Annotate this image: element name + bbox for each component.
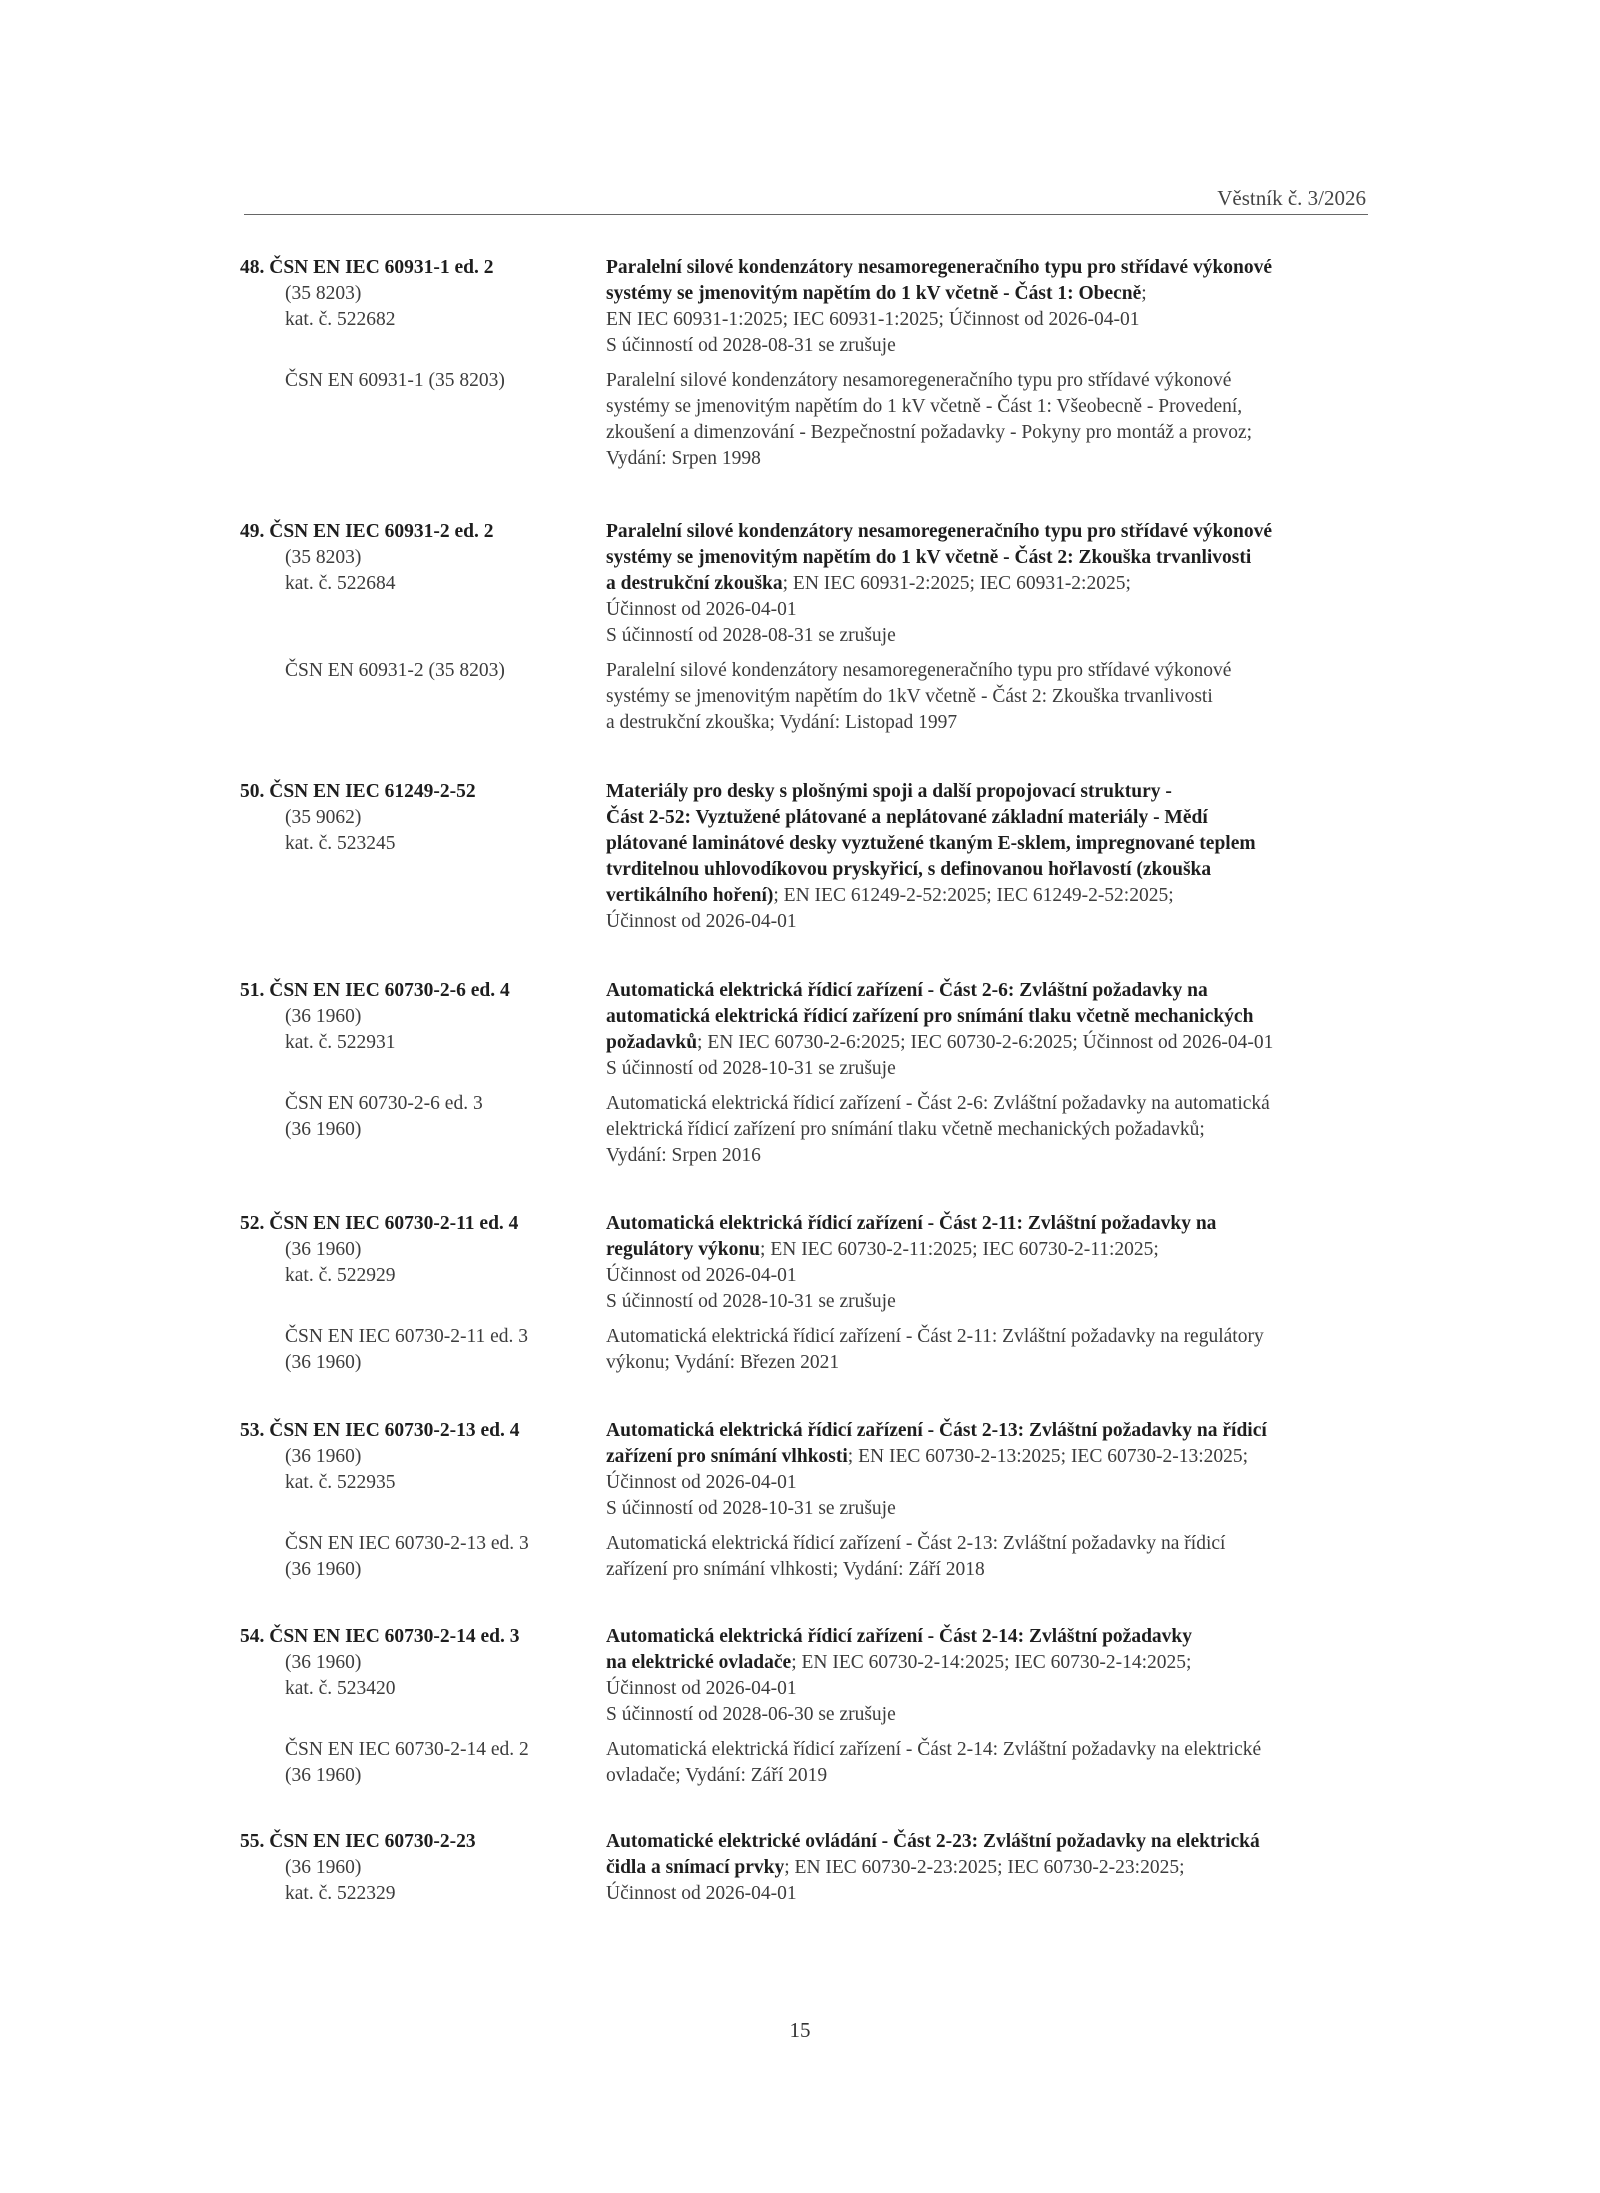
- description-line: [606, 1418, 1370, 1444]
- description-line: [606, 623, 1370, 649]
- description-line: [606, 1624, 1370, 1650]
- replaced-standard-code: (36 1960): [285, 1119, 362, 1140]
- standard-identifier: (35 9062): [285, 807, 362, 828]
- description-text-part: Účinnost od 2026-04-01: [606, 1472, 797, 1493]
- standard-identifier: kat. č. 522329: [285, 1883, 396, 1904]
- description-line: [606, 857, 1370, 883]
- replaced-standard-code: (36 1960): [285, 1765, 362, 1786]
- description-line: [606, 779, 1370, 805]
- description-title-part: Automatická elektrická řídicí zařízení - Část 2-11: Zvláštní požadavky na: [606, 1213, 1217, 1234]
- standard-identifier: kat. č. 522684: [285, 573, 396, 594]
- description-text-part: ; EN IEC 60730-2-6:2025; IEC 60730-2-6:2025; Účinnost od 2026-04-01: [697, 1032, 1274, 1053]
- replaced-standard-row: [240, 1091, 1370, 1169]
- replaced-standard-code: ČSN EN IEC 60730-2-14 ed. 2: [285, 1739, 529, 1760]
- standard-identifier: (36 1960): [285, 1857, 362, 1878]
- description-line: [606, 545, 1370, 571]
- standard-identifiers: [240, 1829, 606, 1907]
- standard-code: ČSN EN IEC 60730-2-23: [269, 1831, 476, 1852]
- description-title-part: systémy se jmenovitým napětím do 1 kV včetně - Část 2: Zkouška trvanlivosti: [606, 547, 1252, 568]
- replaced-standard-row: [240, 658, 1370, 736]
- standard-heading: [240, 1418, 606, 1444]
- standard-entry: [240, 1418, 1370, 1583]
- standard-identifier: kat. č. 522682: [285, 309, 396, 330]
- description-title-part: plátované laminátové desky vyztužené tkaným E-sklem, impregnované teplem: [606, 833, 1256, 854]
- standard-description: [606, 978, 1370, 1082]
- description-text-part: S účinností od 2028-10-31 se zrušuje: [606, 1058, 896, 1079]
- standard-code: ČSN EN IEC 60730-2-14 ed. 3: [269, 1626, 520, 1647]
- standard-description: [606, 1829, 1370, 1907]
- replaced-standard-code: ČSN EN IEC 60730-2-13 ed. 3: [285, 1533, 529, 1554]
- replaced-standard-row: [240, 1531, 1370, 1583]
- standard-identifiers: [240, 978, 606, 1082]
- description-text-part: ; EN IEC 60730-2-23:2025; IEC 60730-2-23:2025;: [784, 1857, 1185, 1878]
- description-line: [606, 805, 1370, 831]
- replaced-standard-identifiers: [240, 658, 606, 736]
- standard-identifier: kat. č. 522929: [285, 1265, 396, 1286]
- standard-heading: [240, 519, 606, 545]
- standard-identifier: kat. č. 523420: [285, 1678, 396, 1699]
- description-title-part: Část 2-52: Vyztužené plátované a neplátované základní materiály - Mědí: [606, 807, 1208, 828]
- replaced-standard-description: [606, 368, 1370, 472]
- description-line: [606, 1004, 1370, 1030]
- standard-description: [606, 1211, 1370, 1315]
- description-line: [606, 1496, 1370, 1522]
- replaced-standard-identifiers: [240, 1737, 606, 1789]
- description-line: [606, 1289, 1370, 1315]
- standard-description: [606, 1624, 1370, 1728]
- replaced-standard-row: [240, 368, 1370, 472]
- description-line: [606, 883, 1370, 909]
- description-title-part: vertikálního hoření): [606, 885, 774, 906]
- description-line: [606, 1829, 1370, 1855]
- description-text-part: Účinnost od 2026-04-01: [606, 599, 797, 620]
- replaced-standard-code: ČSN EN 60931-2 (35 8203): [285, 660, 505, 681]
- replaced-standard-description: [606, 658, 1370, 736]
- standard-heading: [240, 978, 606, 1004]
- replaced-description-line: Paralelní silové kondenzátory nesamoregeneračního typu pro střídavé výkonové: [606, 660, 1232, 681]
- replaced-standard-code: ČSN EN 60730-2-6 ed. 3: [285, 1093, 483, 1114]
- entry-number: 53.: [240, 1420, 265, 1441]
- description-title-part: zařízení pro snímání vlhkosti: [606, 1446, 848, 1467]
- description-title-part: systémy se jmenovitým napětím do 1 kV včetně - Část 1: Obecně: [606, 283, 1142, 304]
- replaced-description-line: zařízení pro snímání vlhkosti; Vydání: Září 2018: [606, 1559, 985, 1580]
- description-title-part: Automatická elektrická řídicí zařízení - Část 2-14: Zvláštní požadavky: [606, 1626, 1193, 1647]
- entry-number: 52.: [240, 1213, 265, 1234]
- description-line: [606, 1470, 1370, 1496]
- replaced-standard-code: (36 1960): [285, 1352, 362, 1373]
- header-title: Věstník č. 3/2026: [1217, 186, 1366, 210]
- standard-code: ČSN EN IEC 60931-1 ed. 2: [269, 257, 494, 278]
- entry-number: 49.: [240, 521, 265, 542]
- description-title-part: Automatická elektrická řídicí zařízení - Část 2-6: Zvláštní požadavky na: [606, 980, 1208, 1001]
- new-standard-row: [240, 1418, 1370, 1522]
- description-line: [606, 281, 1370, 307]
- standard-heading: [240, 1829, 606, 1855]
- standard-identifier: (36 1960): [285, 1006, 362, 1027]
- replaced-standard-identifiers: [240, 1091, 606, 1169]
- description-line: [606, 1444, 1370, 1470]
- standard-entry: [240, 1211, 1370, 1376]
- description-text-part: S účinností od 2028-10-31 se zrušuje: [606, 1498, 896, 1519]
- replaced-description-line: zkoušení a dimenzování - Bezpečnostní požadavky - Pokyny pro montáž a provoz;: [606, 422, 1253, 443]
- description-line: [606, 831, 1370, 857]
- entry-number: 54.: [240, 1626, 265, 1647]
- description-title-part: Automatická elektrická řídicí zařízení - Část 2-13: Zvláštní požadavky na řídicí: [606, 1420, 1267, 1441]
- standard-identifiers: [240, 779, 606, 935]
- standard-code: ČSN EN IEC 60730-2-6 ed. 4: [269, 980, 510, 1001]
- description-line: [606, 1650, 1370, 1676]
- description-line: [606, 1211, 1370, 1237]
- description-line: [606, 1030, 1370, 1056]
- replaced-description-line: Automatická elektrická řídicí zařízení - Část 2-11: Zvláštní požadavky na regulátory: [606, 1326, 1264, 1347]
- replaced-description-line: systémy se jmenovitým napětím do 1 kV včetně - Část 1: Všeobecně - Provedení,: [606, 396, 1243, 417]
- standard-heading: [240, 779, 606, 805]
- replaced-description-line: Automatická elektrická řídicí zařízení - Část 2-6: Zvláštní požadavky na automatická: [606, 1093, 1270, 1114]
- description-line: [606, 1237, 1370, 1263]
- description-title-part: čidla a snímací prvky: [606, 1857, 785, 1878]
- standard-entry: [240, 779, 1370, 935]
- replaced-standard-identifiers: [240, 368, 606, 472]
- header-rule: [244, 214, 1368, 215]
- replaced-description-line: elektrická řídicí zařízení pro snímání tlaku včetně mechanických požadavků;: [606, 1119, 1205, 1140]
- standard-identifiers: [240, 1211, 606, 1315]
- description-title-part: požadavků: [606, 1032, 698, 1053]
- description-line: [606, 255, 1370, 281]
- description-title-part: tvrditelnou uhlovodíkovou pryskyřicí, s definovanou hořlavostí (zkouška: [606, 859, 1212, 880]
- replaced-standard-row: [240, 1324, 1370, 1376]
- standard-entry: [240, 1829, 1370, 1907]
- description-text-part: ; EN IEC 60730-2-13:2025; IEC 60730-2-13:2025;: [847, 1446, 1249, 1467]
- description-text-part: ; EN IEC 60730-2-11:2025; IEC 60730-2-11:2025;: [760, 1239, 1159, 1260]
- standard-heading: [240, 255, 606, 281]
- description-text-part: S účinností od 2028-06-30 se zrušuje: [606, 1704, 896, 1725]
- standard-description: [606, 779, 1370, 935]
- description-line: [606, 307, 1370, 333]
- standard-identifier: (35 8203): [285, 283, 362, 304]
- description-title-part: Paralelní silové kondenzátory nesamoregeneračního typu pro střídavé výkonové: [606, 257, 1273, 278]
- standard-heading: [240, 1624, 606, 1650]
- description-title-part: Paralelní silové kondenzátory nesamoregeneračního typu pro střídavé výkonové: [606, 521, 1273, 542]
- standard-identifier: kat. č. 523245: [285, 833, 396, 854]
- standard-code: ČSN EN IEC 60730-2-13 ed. 4: [269, 1420, 520, 1441]
- replaced-description-line: výkonu; Vydání: Březen 2021: [606, 1352, 840, 1373]
- description-line: [606, 1881, 1370, 1907]
- replaced-standard-code: ČSN EN 60931-1 (35 8203): [285, 370, 505, 391]
- replaced-standard-identifiers: [240, 1324, 606, 1376]
- standard-entry: [240, 1624, 1370, 1789]
- standard-description: [606, 519, 1370, 649]
- description-text-part: S účinností od 2028-08-31 se zrušuje: [606, 625, 896, 646]
- description-line: [606, 1263, 1370, 1289]
- description-text-part: ; EN IEC 60931-2:2025; IEC 60931-2:2025;: [782, 573, 1131, 594]
- replaced-description-line: Vydání: Srpen 2016: [606, 1145, 761, 1166]
- new-standard-row: [240, 978, 1370, 1082]
- standard-entry: [240, 519, 1370, 736]
- description-text-part: ;: [1141, 283, 1147, 304]
- standard-identifiers: [240, 255, 606, 359]
- standard-code: ČSN EN IEC 61249-2-52: [269, 781, 476, 802]
- new-standard-row: [240, 1624, 1370, 1728]
- description-title-part: na elektrické ovladače: [606, 1652, 792, 1673]
- new-standard-row: [240, 519, 1370, 649]
- standard-identifier: kat. č. 522935: [285, 1472, 396, 1493]
- description-text-part: S účinností od 2028-10-31 se zrušuje: [606, 1291, 896, 1312]
- new-standard-row: [240, 1211, 1370, 1315]
- description-line: [606, 1676, 1370, 1702]
- description-title-part: Automatické elektrické ovládání - Část 2-23: Zvláštní požadavky na elektrická: [606, 1831, 1260, 1852]
- description-title-part: automatická elektrická řídicí zařízení pro snímání tlaku včetně mechanických: [606, 1006, 1254, 1027]
- standard-identifiers: [240, 519, 606, 649]
- description-text-part: Účinnost od 2026-04-01: [606, 1678, 797, 1699]
- entry-number: 51.: [240, 980, 265, 1001]
- replaced-description-line: ovladače; Vydání: Září 2019: [606, 1765, 828, 1786]
- description-text-part: Účinnost od 2026-04-01: [606, 1883, 797, 1904]
- standard-identifier: (36 1960): [285, 1652, 362, 1673]
- entry-number: 55.: [240, 1831, 265, 1852]
- description-line: [606, 909, 1370, 935]
- new-standard-row: [240, 255, 1370, 359]
- description-line: [606, 1056, 1370, 1082]
- replaced-description-line: systémy se jmenovitým napětím do 1kV včetně - Část 2: Zkouška trvanlivosti: [606, 686, 1213, 707]
- replaced-description-line: Automatická elektrická řídicí zařízení - Část 2-13: Zvláštní požadavky na řídicí: [606, 1533, 1226, 1554]
- description-text-part: ; EN IEC 61249-2-52:2025; IEC 61249-2-52:2025;: [773, 885, 1174, 906]
- replaced-standard-description: [606, 1324, 1370, 1376]
- description-text-part: Účinnost od 2026-04-01: [606, 911, 797, 932]
- description-line: [606, 978, 1370, 1004]
- standard-heading: [240, 1211, 606, 1237]
- standard-description: [606, 1418, 1370, 1522]
- replaced-description-line: a destrukční zkouška; Vydání: Listopad 1997: [606, 712, 958, 733]
- replaced-description-line: Automatická elektrická řídicí zařízení - Část 2-14: Zvláštní požadavky na elektrické: [606, 1739, 1262, 1760]
- standard-identifier: kat. č. 522931: [285, 1032, 396, 1053]
- description-line: [606, 1702, 1370, 1728]
- replaced-standard-identifiers: [240, 1531, 606, 1583]
- new-standard-row: [240, 1829, 1370, 1907]
- standard-identifiers: [240, 1624, 606, 1728]
- description-text-part: EN IEC 60931-1:2025; IEC 60931-1:2025; Účinnost od 2026-04-01: [606, 309, 1140, 330]
- standard-identifier: (36 1960): [285, 1239, 362, 1260]
- standard-description: [606, 255, 1370, 359]
- new-standard-row: [240, 779, 1370, 935]
- description-title-part: a destrukční zkouška: [606, 573, 783, 594]
- description-title-part: regulátory výkonu: [606, 1239, 761, 1260]
- description-line: [606, 333, 1370, 359]
- entry-number: 50.: [240, 781, 265, 802]
- standard-entry: [240, 978, 1370, 1169]
- description-line: [606, 597, 1370, 623]
- description-text-part: S účinností od 2028-08-31 se zrušuje: [606, 335, 896, 356]
- standard-entry: [240, 255, 1370, 472]
- entry-number: 48.: [240, 257, 265, 278]
- replaced-standard-description: [606, 1737, 1370, 1789]
- standard-identifiers: [240, 1418, 606, 1522]
- replaced-standard-description: [606, 1531, 1370, 1583]
- description-line: [606, 1855, 1370, 1881]
- standard-code: ČSN EN IEC 60730-2-11 ed. 4: [269, 1213, 519, 1234]
- standard-identifier: (36 1960): [285, 1446, 362, 1467]
- page-number: 15: [789, 2018, 811, 2042]
- description-line: [606, 519, 1370, 545]
- replaced-standard-description: [606, 1091, 1370, 1169]
- description-line: [606, 571, 1370, 597]
- description-text-part: ; EN IEC 60730-2-14:2025; IEC 60730-2-14:2025;: [791, 1652, 1192, 1673]
- replaced-standard-code: (36 1960): [285, 1559, 362, 1580]
- description-title-part: Materiály pro desky s plošnými spoji a další propojovací struktury -: [606, 781, 1172, 802]
- replaced-standard-code: ČSN EN IEC 60730-2-11 ed. 3: [285, 1326, 529, 1347]
- standard-code: ČSN EN IEC 60931-2 ed. 2: [269, 521, 494, 542]
- replaced-description-line: Vydání: Srpen 1998: [606, 448, 761, 469]
- replaced-description-line: Paralelní silové kondenzátory nesamoregeneračního typu pro střídavé výkonové: [606, 370, 1232, 391]
- replaced-standard-row: [240, 1737, 1370, 1789]
- description-text-part: Účinnost od 2026-04-01: [606, 1265, 797, 1286]
- standard-identifier: (35 8203): [285, 547, 362, 568]
